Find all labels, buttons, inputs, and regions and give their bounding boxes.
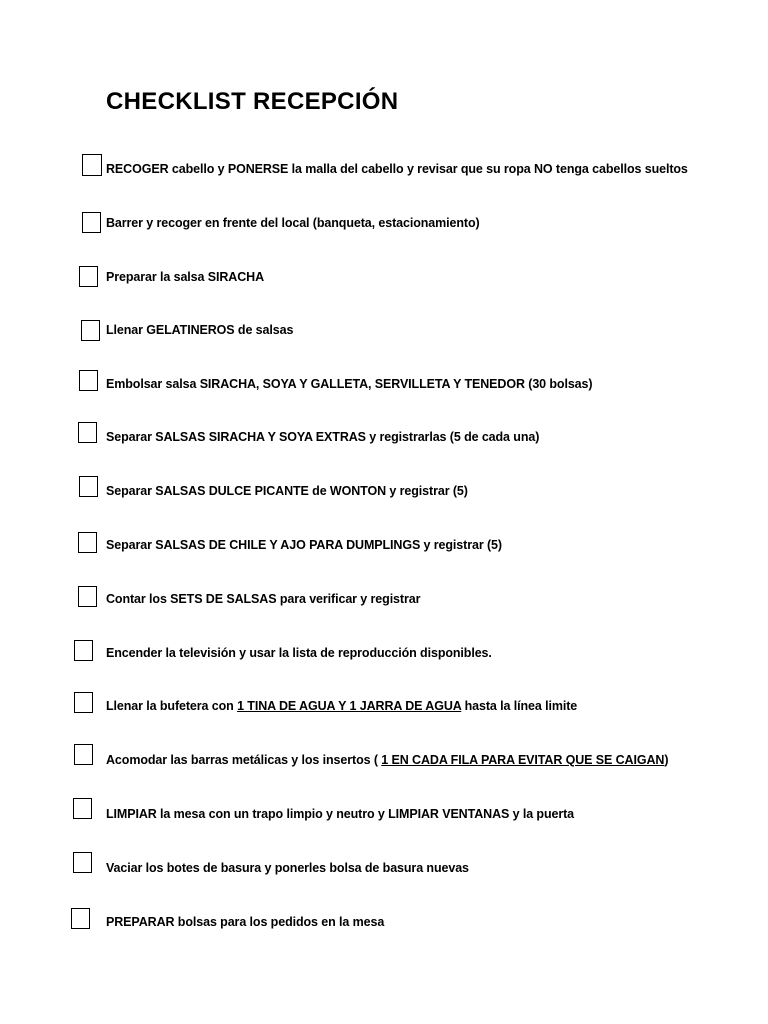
checklist-item — [0, 154, 768, 184]
checkbox[interactable] — [78, 586, 97, 607]
label-text: hasta la línea limite — [461, 699, 578, 713]
checklist-item — [0, 586, 768, 616]
checklist-item-label: Barrer y recoger en frente del local (banqueta, estacionamiento) — [106, 216, 480, 230]
label-text: Llenar la bufetera con — [106, 699, 238, 713]
checklist-item — [0, 370, 768, 400]
checklist-item — [0, 692, 768, 722]
checkbox[interactable] — [82, 212, 101, 233]
checkbox[interactable] — [73, 852, 92, 873]
checkbox[interactable] — [71, 908, 90, 929]
checklist-item-label: Separar SALSAS DULCE PICANTE de WONTON y registrar (5) — [106, 484, 468, 498]
checkbox[interactable] — [73, 798, 92, 819]
checklist-item-label: Embolsar salsa SIRACHA, SOYA Y GALLETA, SERVILLETA Y TENEDOR (30 bolsas) — [106, 377, 593, 391]
checklist-item — [0, 852, 768, 882]
checklist-item-label: LIMPIAR la mesa con un trapo limpio y neutro y LIMPIAR VENTANAS y la puerta — [106, 807, 575, 821]
checklist-item-label: Separar SALSAS DE CHILE Y AJO PARA DUMPLINGS y registrar (5) — [106, 538, 502, 552]
checklist-item-label: Separar SALSAS SIRACHA Y SOYA EXTRAS y registrarlas (5 de cada una) — [106, 430, 540, 444]
checkbox[interactable] — [82, 154, 102, 176]
checklist-item — [0, 640, 768, 670]
checklist-item — [0, 212, 768, 242]
checklist-item-label: Vaciar los botes de basura y ponerles bolsa de basura nuevas — [106, 861, 469, 875]
label-text: Acomodar las barras metálicas y los insertos ( — [106, 753, 382, 767]
checkbox[interactable] — [74, 744, 93, 765]
underlined-text: 1 EN CADA FILA PARA EVITAR QUE SE CAIGAN — [381, 753, 665, 767]
checkbox[interactable] — [79, 476, 98, 497]
checklist-item-label: Llenar GELATINEROS de salsas — [106, 323, 294, 337]
checkbox[interactable] — [79, 266, 98, 287]
checklist-item — [0, 266, 768, 296]
label-text: ) — [664, 753, 669, 767]
checkbox[interactable] — [81, 320, 100, 341]
checklist-item — [0, 532, 768, 562]
checklist-item-label — [106, 753, 668, 767]
checklist-item-label: Preparar la salsa SIRACHA — [106, 270, 264, 284]
checkbox[interactable] — [74, 640, 93, 661]
checklist-item-label — [106, 699, 577, 713]
checklist-item — [0, 476, 768, 506]
checklist-item-label: Contar los SETS DE SALSAS para verificar y registrar — [106, 592, 421, 606]
checklist-item — [0, 422, 768, 452]
checklist-item-label: RECOGER cabello y PONERSE la malla del cabello y revisar que su ropa NO tenga cabellos sueltos — [106, 162, 688, 176]
checklist-item-label: PREPARAR bolsas para los pedidos en la mesa — [106, 915, 385, 929]
page-title: CHECKLIST RECEPCIÓN — [106, 88, 399, 115]
checklist-item — [0, 798, 768, 828]
checkbox[interactable] — [79, 370, 98, 391]
checklist-item — [0, 908, 768, 938]
checkbox[interactable] — [78, 532, 97, 553]
checkbox[interactable] — [74, 692, 93, 713]
checklist-item-label: Encender la televisión y usar la lista de reproducción disponibles. — [106, 646, 492, 660]
checklist-item — [0, 744, 768, 774]
checklist-item — [0, 320, 768, 350]
checkbox[interactable] — [78, 422, 97, 443]
underlined-text: 1 TINA DE AGUA Y 1 JARRA DE AGUA — [237, 699, 462, 713]
